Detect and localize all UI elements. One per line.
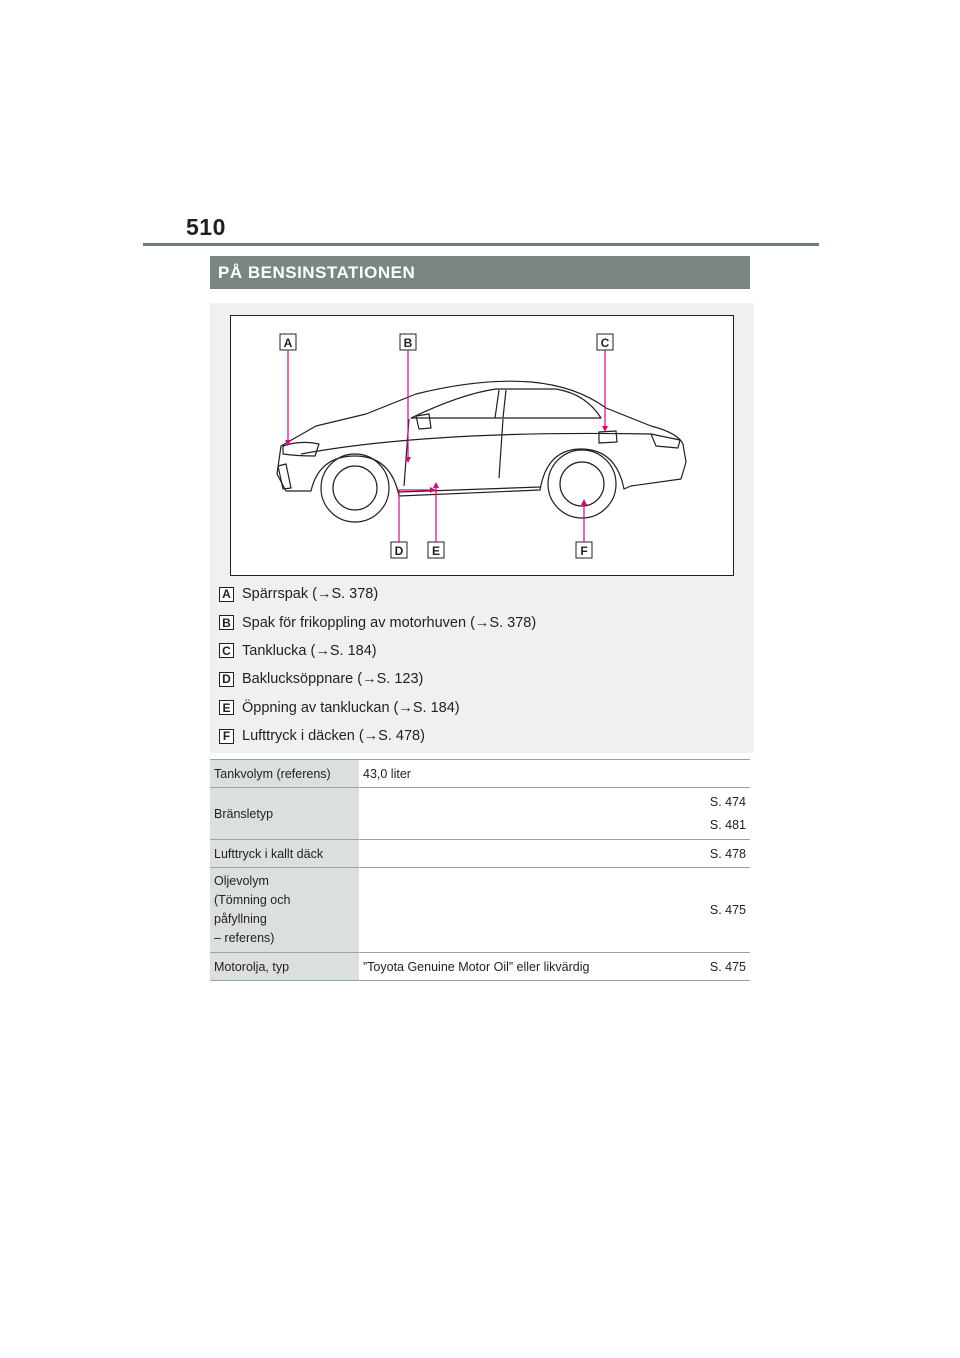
- row-label-tank-volume: Tankvolym (referens): [210, 760, 359, 788]
- row-label-fuel-type: Bränsletyp: [210, 788, 359, 840]
- label-line: Oljevolym: [214, 874, 269, 888]
- table-row: [210, 868, 750, 953]
- row-value-oil-type: ”Toyota Genuine Motor Oil” eller likvärdig: [363, 959, 590, 974]
- table-row: [210, 953, 750, 981]
- section-title: PÅ BENSINSTATIONEN: [210, 256, 750, 289]
- label-line: – referens): [214, 931, 275, 945]
- spec-table: [210, 759, 750, 981]
- legend-text: Spak för frikoppling av motorhuven (→S. 378): [242, 614, 537, 631]
- row-ref-tire-pressure: S. 478: [709, 846, 746, 861]
- legend-item: [219, 722, 739, 750]
- page-number: 510: [186, 214, 226, 240]
- rear-wheel-rim: [560, 462, 604, 506]
- legend-key-a: A: [219, 587, 234, 602]
- legend-item: [219, 665, 739, 693]
- callout-a: A: [283, 336, 293, 350]
- table-row: [210, 788, 750, 840]
- page-ref: S. 474: [709, 794, 746, 809]
- callout-f: F: [580, 544, 588, 558]
- arrowhead-f: [581, 499, 587, 505]
- rear-wheel: [548, 450, 616, 518]
- row-ref-oil-type: S. 475: [709, 959, 746, 974]
- car-illustration: [230, 315, 734, 576]
- callout-b: B: [403, 336, 413, 350]
- legend-text: Baklucksöppnare (→S. 123): [242, 671, 424, 688]
- label-line: påfyllning: [214, 912, 267, 926]
- table-row: [210, 840, 750, 868]
- row-label-oil-type: Motorolja, typ: [210, 953, 359, 981]
- row-label-tire-pressure: Lufttryck i kallt däck: [210, 840, 359, 868]
- legend-item: [219, 580, 739, 608]
- front-wheel: [321, 454, 389, 522]
- car-side-view: [231, 316, 733, 575]
- callout-e: E: [431, 544, 441, 558]
- legend-key-e: E: [219, 700, 234, 715]
- arrowhead-e: [433, 482, 439, 488]
- legend-text: Spärrspak (→S. 378): [242, 586, 379, 603]
- legend-text: Tanklucka (→S. 184): [242, 642, 377, 659]
- legend-item: [219, 694, 739, 722]
- legend-key-b: B: [219, 615, 234, 630]
- page-ref: S. 481: [709, 817, 746, 832]
- pillar-line: [495, 390, 499, 418]
- legend-text: Lufttryck i däcken (→S. 478): [242, 728, 425, 745]
- legend-key-d: D: [219, 672, 234, 687]
- table-row: [210, 760, 750, 788]
- label-line: (Tömning och: [214, 893, 291, 907]
- legend-item: [219, 637, 739, 665]
- legend-list: [219, 580, 739, 750]
- front-wheel-rim: [333, 466, 377, 510]
- car-body-outline: [277, 381, 686, 496]
- grille: [278, 464, 291, 489]
- legend-text: Öppning av tankluckan (→S. 184): [242, 699, 460, 716]
- legend-key-f: F: [219, 729, 234, 744]
- callout-d: D: [394, 544, 404, 558]
- legend-key-c: C: [219, 643, 234, 658]
- mirror: [416, 414, 431, 429]
- callout-c: C: [600, 336, 610, 350]
- row-value-tank-volume: 43,0 liter: [363, 766, 411, 781]
- row-ref-oil-volume: S. 475: [709, 903, 746, 917]
- fuel-door: [599, 431, 617, 443]
- row-refs-fuel-type: [688, 788, 750, 840]
- leader-d: [399, 490, 431, 542]
- pillar-line-2: [503, 390, 506, 418]
- header-rule: [143, 243, 819, 246]
- row-label-oil-volume: [210, 868, 359, 953]
- legend-item: [219, 608, 739, 636]
- rear-door-line: [499, 419, 503, 478]
